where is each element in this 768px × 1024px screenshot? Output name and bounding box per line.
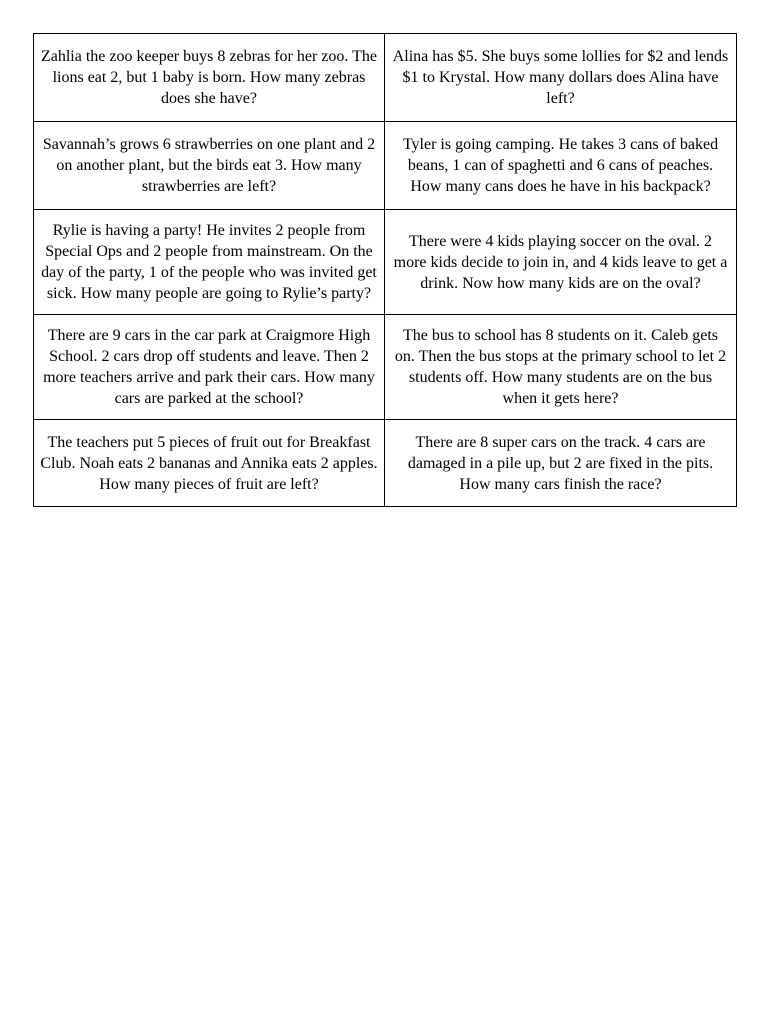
word-problem-card: There are 8 super cars on the track. 4 cars are damaged in a pile up, but 2 are fixed in the pits. How many cars finish the race? bbox=[385, 420, 737, 507]
word-problem-card: There are 9 cars in the car park at Craigmore High School. 2 cars drop off students and leave. Then 2 more teachers arrive and park their cars. How many cars are parked at the school? bbox=[34, 315, 385, 420]
card-row bbox=[34, 34, 737, 122]
word-problem-card: There were 4 kids playing soccer on the oval. 2 more kids decide to join in, and 4 kids leave to get a drink. Now how many kids are on the oval? bbox=[385, 210, 737, 315]
word-problem-card: Zahlia the zoo keeper buys 8 zebras for her zoo. The lions eat 2, but 1 baby is born. How many zebras does she have? bbox=[34, 34, 385, 122]
word-problem-card: Rylie is having a party! He invites 2 people from Special Ops and 2 people from mainstream. On the day of the party, 1 of the people who was invited get sick. How many people are going to Rylie’s party? bbox=[34, 210, 385, 315]
card-row bbox=[34, 210, 737, 315]
card-row bbox=[34, 122, 737, 210]
word-problem-cards-table bbox=[33, 33, 737, 507]
word-problem-card: The teachers put 5 pieces of fruit out for Breakfast Club. Noah eats 2 bananas and Annika eats 2 apples. How many pieces of fruit are left? bbox=[34, 420, 385, 507]
word-problem-card: Alina has $5. She buys some lollies for $2 and lends $1 to Krystal. How many dollars does Alina have left? bbox=[385, 34, 737, 122]
card-row bbox=[34, 315, 737, 420]
word-problem-card: The bus to school has 8 students on it. Caleb gets on. Then the bus stops at the primary school to let 2 students off. How many students are on the bus when it gets here? bbox=[385, 315, 737, 420]
card-row bbox=[34, 420, 737, 507]
word-problem-card: Savannah’s grows 6 strawberries on one plant and 2 on another plant, but the birds eat 3. How many strawberries are left? bbox=[34, 122, 385, 210]
word-problem-card: Tyler is going camping. He takes 3 cans of baked beans, 1 can of spaghetti and 6 cans of peaches. How many cans does he have in his backpack? bbox=[385, 122, 737, 210]
